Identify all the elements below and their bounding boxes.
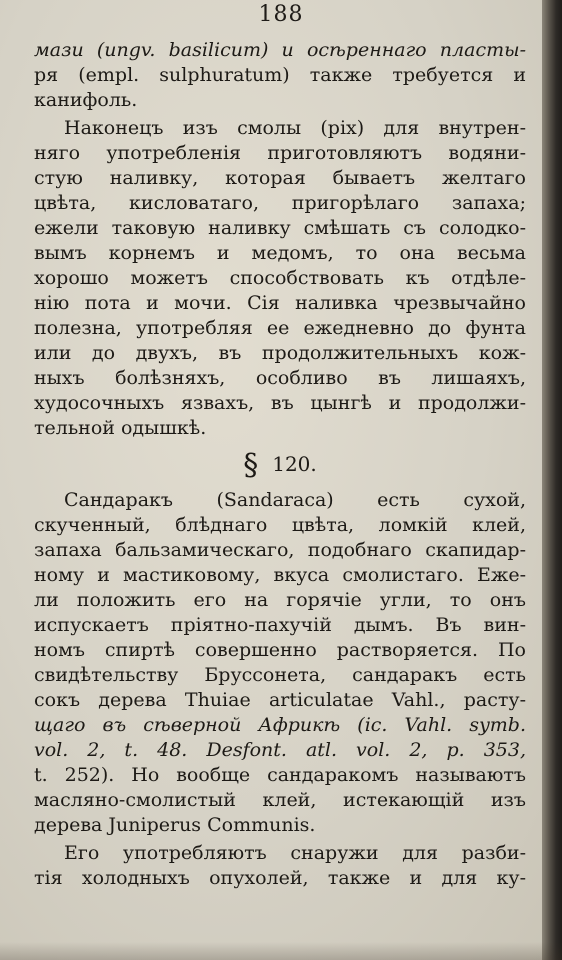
text-line: дерева Juniperus Communis. xyxy=(34,814,316,836)
text-line: ли положить его на горячіе угли, то онъ xyxy=(34,589,526,611)
text-line: полезна, употребляя ее ежедневно до фунта xyxy=(34,317,526,339)
text-line: няго употребленія приготовляютъ водяни- xyxy=(34,142,526,164)
text-line: цвѣта, кисловатаго, пригорѣлаго запаха; xyxy=(34,192,526,214)
page-number: 188 xyxy=(258,2,304,27)
text-line: или до двухъ, въ продолжительныхъ кож- xyxy=(34,342,526,364)
text-line: ря (empl. sulphuratum) также требуется и xyxy=(34,64,526,86)
text-line: масляно-смолистый клей, истекающій изъ xyxy=(34,789,526,811)
section-number: 120. xyxy=(272,452,317,476)
page-shadow xyxy=(0,942,562,960)
text-line: ежели таковую наливку смѣшать съ солодко- xyxy=(34,217,526,239)
book-spine xyxy=(542,0,562,960)
section-sign: § xyxy=(243,448,259,483)
text-line: канифоль. xyxy=(34,89,138,111)
section-heading xyxy=(34,448,526,483)
text-line: хорошо можетъ способствовать къ отдѣле- xyxy=(34,267,526,289)
text-line: ныхъ болѣзняхъ, особливо въ лишаяхъ, xyxy=(34,367,526,389)
text-line: мази (ungv. basilicum) и осѣреннаго пласты- xyxy=(34,39,526,61)
text-line: стую наливку, которая бываетъ желтаго xyxy=(34,167,526,189)
text-line: вымъ корнемъ и медомъ, то она весьма xyxy=(34,242,526,264)
text-line: скученный, блѣднаго цвѣта, ломкій клей, xyxy=(34,514,526,536)
text-line: Его употребляютъ снаружи для разби- xyxy=(64,842,526,864)
text-line: запаха бальзамическаго, подобнаго скапидар- xyxy=(34,539,526,561)
text-line: номъ спиртѣ совершенно растворяется. По xyxy=(34,639,526,661)
text-line: t. 252). Но вообще сандаракомъ называютъ xyxy=(34,764,526,786)
text-line: свидѣтельству Бруссонета, сандаракъ есть xyxy=(34,664,526,686)
text-line: тія холодныхъ опухолей, также и для ку- xyxy=(34,867,526,889)
text-line: сокъ дерева Thuiae articulatae Vahl., расту- xyxy=(34,689,526,711)
text-line: худосочныхъ язвахъ, въ цынгѣ и продолжи- xyxy=(34,392,526,414)
text-line: Наконецъ изъ смолы (pix) для внутрен- xyxy=(64,117,526,139)
text-line: тельной одышкѣ. xyxy=(34,417,207,439)
text-line: нію пота и мочи. Сія наливка чрезвычайно xyxy=(34,292,526,314)
text-line: Сандаракъ (Sandaraca) есть сухой, xyxy=(64,489,526,511)
text-line: испускаетъ пріятно-пахучій дымъ. Въ вин- xyxy=(34,614,526,636)
text-line: ному и мастиковому, вкуса смолистаго. Еже- xyxy=(34,564,526,586)
text-line: щаго въ сѣверной Африкѣ (ic. Vahl. symb. xyxy=(34,714,526,736)
text-line: vol. 2, t. 48. Desfont. atl. vol. 2, p. 353, xyxy=(34,739,526,761)
